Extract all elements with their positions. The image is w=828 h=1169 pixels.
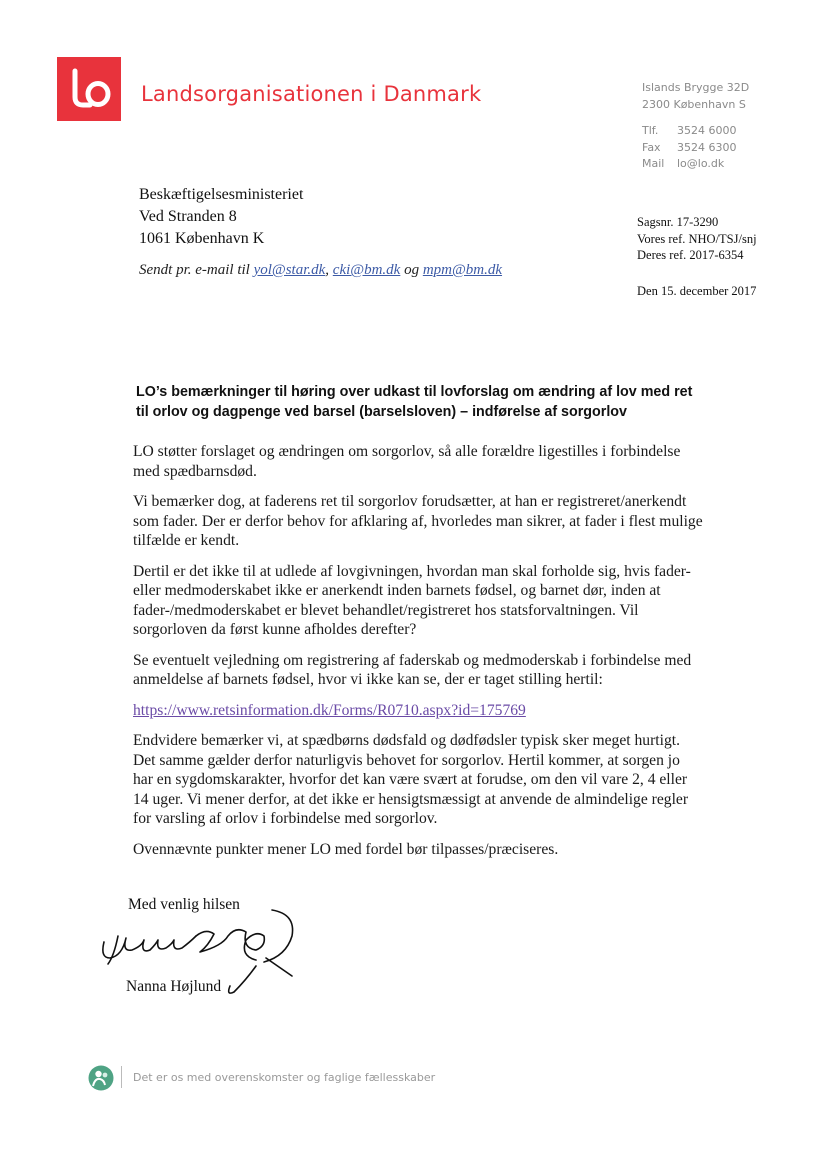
lo-logo-mark: [57, 57, 121, 121]
recipient-street: Ved Stranden 8: [139, 208, 237, 225]
lo-logo: [57, 57, 121, 121]
recipient-city: 1061 København K: [139, 230, 265, 247]
letter-body: [133, 442, 703, 870]
letter-title: LO’s bemærkninger til høring over udkast til lovforslag om ændring af lov med ret til orlov og dagpenge ved barsel (barselsloven) – indførelse af sorgorlov: [136, 384, 693, 420]
mail-value: lo@lo.dk: [677, 157, 725, 170]
our-reference: Vores ref. NHO/TSJ/snj: [637, 231, 757, 246]
paragraph: Vi bemærker dog, at faderens ret til sorgorlov forudsætter, at han er registreret/anerkendt som fader. Der er derfor behov for afklaring af, hvorledes man sikrer, at fader i flest mulige tilfælde er kendt.: [133, 493, 703, 549]
paragraph: Ovennævnte punkter mener LO med fordel bør tilpasses/præciseres.: [133, 840, 559, 858]
address-line1: Islands Brygge 32D: [642, 81, 750, 94]
fax-value: 3524 6300: [677, 140, 737, 154]
email-link-mpm[interactable]: mpm@bm.dk: [422, 262, 503, 278]
phone-label: Tlf.: [642, 124, 659, 137]
fax-label: Fax: [642, 140, 661, 154]
phone-value: 3524 6000: [677, 124, 737, 137]
closing-salutation: Med venlig hilsen: [128, 896, 240, 913]
email-separator: og: [400, 262, 423, 278]
email-link-cki[interactable]: cki@bm.dk: [332, 262, 401, 278]
reference-block: [637, 214, 757, 264]
people-icon: [88, 1065, 114, 1091]
paragraph: Se eventuelt vejledning om registrering af faderskab og medmoderskab i forbindelse med anmeldelse af barnets fødsel, hvor vi ikke kan se, der er taget stilling hertil:: [133, 651, 692, 688]
paragraph: LO støtter forslaget og ændringen om sorgorlov, så alle forældre ligestilles i forbindelse med spædbarnsdød.: [133, 443, 681, 480]
org-name: Landsorganisationen i Danmark: [141, 82, 482, 106]
fax-row: [642, 140, 749, 157]
footer-divider: [121, 1066, 122, 1088]
paragraph: Endvidere bemærker vi, at spædbørns dødsfald og dødfødsler typisk sker meget hurtigt. Det samme gælder derfor naturligvis behovet for sorgorlov. Hertil kommer, at sorgen jo har en sygdomskarakter, hvorfor det kan være svært at forudse, om den vil vare 2, 4 eller 14 uger. Vi mener derfor, at det ikke er hensigtsmæssigt at anvende de almindelige regler for varsling af orlov i forbindelse med sorgorlov.: [133, 732, 689, 827]
email-link-star[interactable]: yol@star.dk: [253, 262, 326, 278]
recipient-name: Beskæftigelsesministeriet: [139, 186, 304, 203]
letter-date: Den 15. december 2017: [637, 284, 757, 298]
mail-label: Mail: [642, 157, 665, 170]
footer-slogan: Det er os med overenskomster og faglige fællesskaber: [133, 1071, 436, 1084]
sent-prefix: Sendt pr. e-mail til: [139, 262, 254, 278]
sent-by-email-line: [139, 262, 502, 279]
paragraph: Dertil er det ikke til at udlede af lovgivningen, hvordan man skal forholde sig, hvis fader- eller medmoderskabet ikke er anerkendt inden barnets fødsel, og barnet dør, inden at fader-/medmoderskabet er blevet behandlet/registreret hos statsforvaltningen. Vil sorgorloven da først kunne afholdes derefter?: [133, 562, 691, 638]
contact-block: [642, 80, 749, 173]
retsinformation-link[interactable]: https://www.retsinformation.dk/Forms/R0710.aspx?id=175769: [133, 701, 526, 719]
recipient-address: [139, 184, 303, 250]
your-reference: Deres ref. 2017-6354: [637, 248, 744, 262]
phone-row: [642, 123, 749, 140]
mail-row: [642, 156, 749, 173]
case-number: Sagsnr. 17-3290: [637, 215, 719, 229]
signatory-name: Nanna Højlund: [126, 978, 222, 995]
email-separator: ,: [325, 262, 333, 278]
address-line2: 2300 København S: [642, 97, 746, 111]
